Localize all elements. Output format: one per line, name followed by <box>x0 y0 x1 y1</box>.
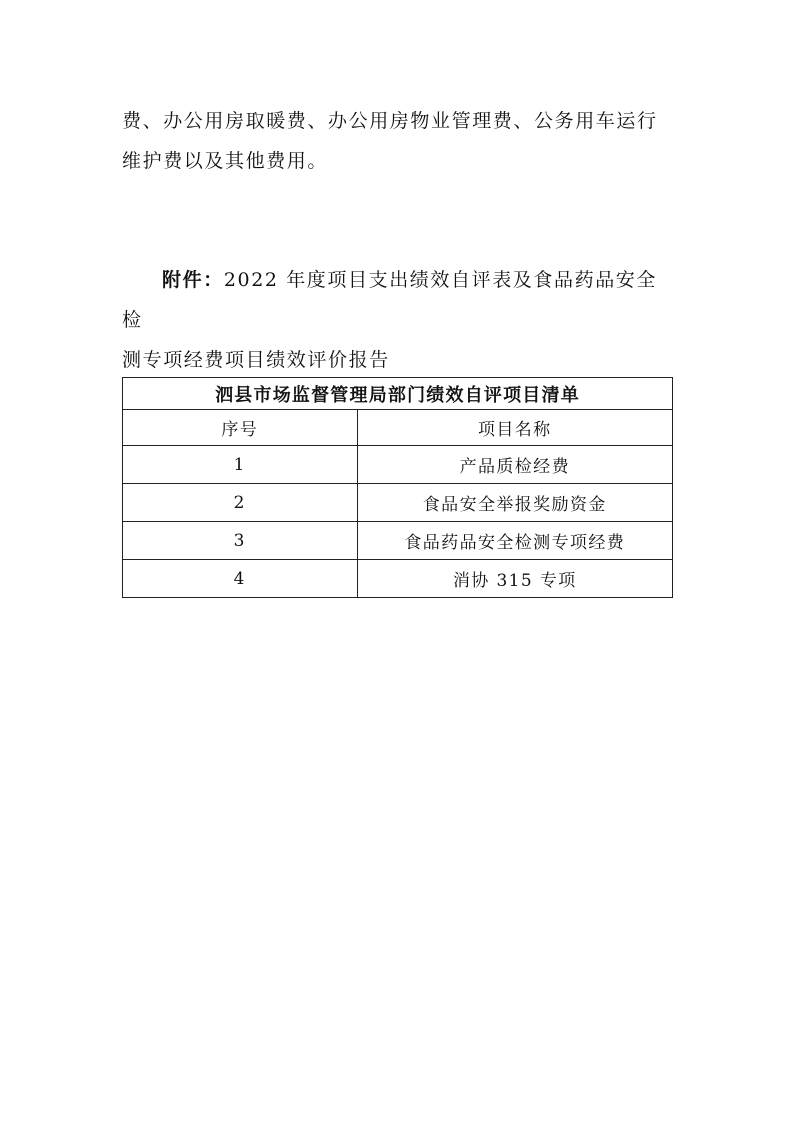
row-number: 4 <box>123 560 358 598</box>
row-project-name: 产品质检经费 <box>357 446 672 484</box>
attachment-paragraph <box>122 260 674 380</box>
expense-paragraph <box>122 101 674 181</box>
row-number: 2 <box>123 484 358 522</box>
row-project-name: 消协 315 专项 <box>357 560 672 598</box>
row-project-name: 食品药品安全检测专项经费 <box>357 522 672 560</box>
row-number: 1 <box>123 446 358 484</box>
header-number: 序号 <box>123 410 358 446</box>
table-title: 泗县市场监督管理局部门绩效自评项目清单 <box>123 378 673 410</box>
row-number: 3 <box>123 522 358 560</box>
attachment-text-line-1: 2022 年度项目支出绩效自评表及食品药品安全检 <box>122 269 658 331</box>
project-list-table <box>122 377 673 598</box>
attachment-label: 附件： <box>162 269 224 291</box>
expense-line-2: 维护费以及其他费用。 <box>122 150 329 172</box>
table-header-row <box>123 410 673 446</box>
table-row <box>123 522 673 560</box>
header-project-name: 项目名称 <box>357 410 672 446</box>
table-row <box>123 446 673 484</box>
table-title-row <box>123 378 673 410</box>
table-row <box>123 484 673 522</box>
attachment-first-line <box>122 269 657 331</box>
table-row <box>123 560 673 598</box>
attachment-text-line-2: 测专项经费项目绩效评价报告 <box>122 349 390 371</box>
expense-line-1: 费、办公用房取暖费、办公用房物业管理费、公务用车运行 <box>122 110 658 132</box>
row-project-name: 食品安全举报奖励资金 <box>357 484 672 522</box>
